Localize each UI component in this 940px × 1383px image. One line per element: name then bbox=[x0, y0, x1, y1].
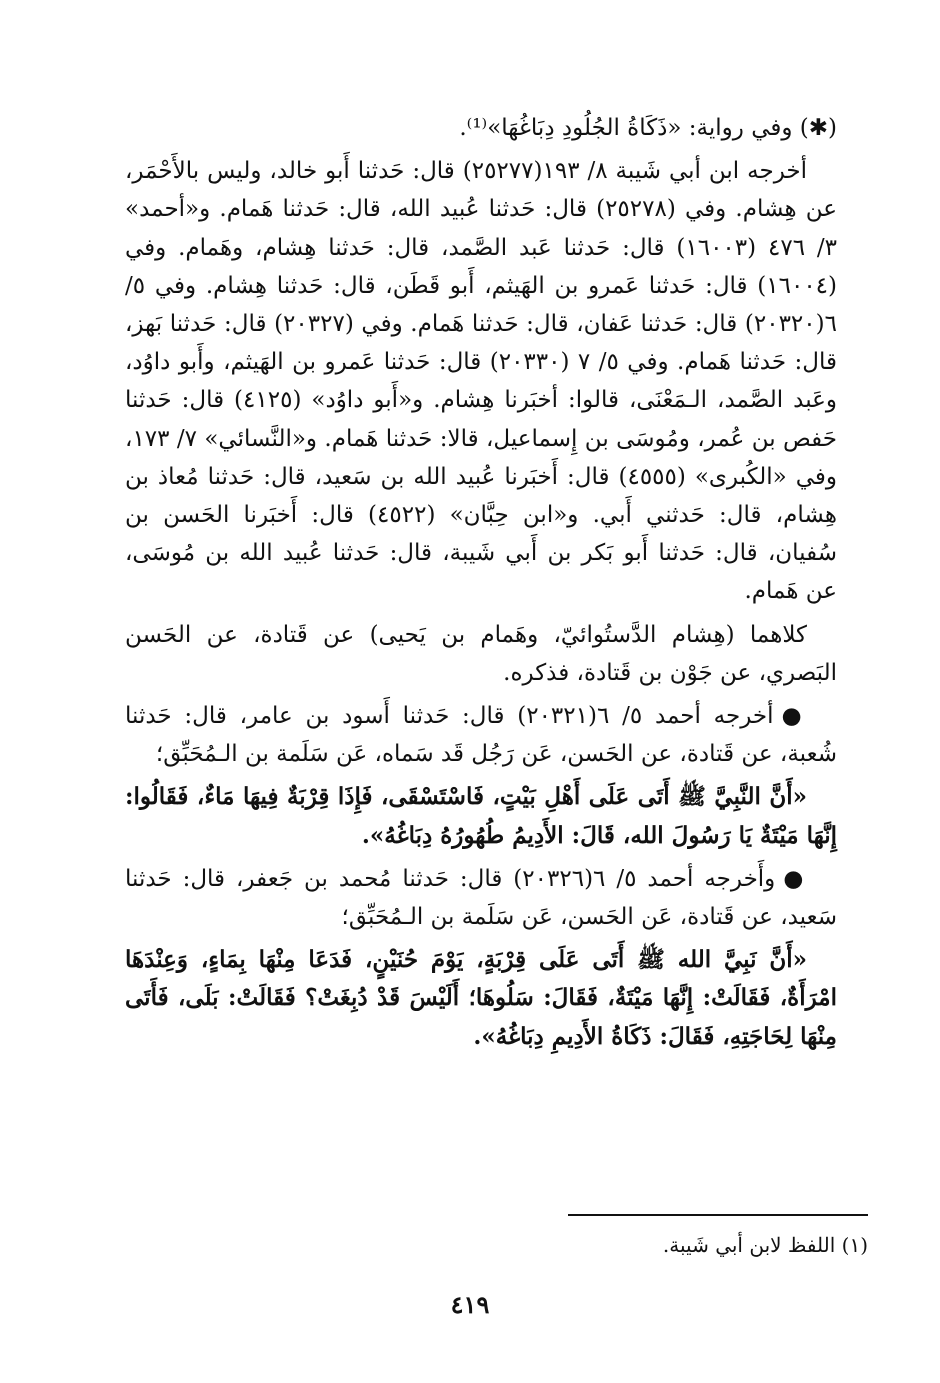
text-line: عن جَوْن بن قَتادة، فذكره. bbox=[503, 659, 752, 686]
bullet-paragraph-1 bbox=[125, 697, 837, 773]
text-line: فَقَالَ: ذَكَاةُ الأَدِيمِ دِبَاغُهُ». bbox=[473, 1022, 715, 1050]
text-line: حَدثنا عُبيد الله بن مُوسَى، عن هَمام. bbox=[125, 540, 837, 605]
text-line: حِبَّان» (٤٥٢٢) قال: أَخبَرنا الحَسن بن سُفيان، قال: حَدثنا أَبو بَكر بن أَبي شَيبة، قال: bbox=[125, 502, 838, 567]
isnad-summary-paragraph bbox=[125, 616, 837, 692]
footnote: (١) اللفظ لابن أبي شَيبة. bbox=[662, 1233, 868, 1257]
text-line: حَدثنا عَفان، قال: حَدثنا هَمام. وفي (٢٠٣٢٧) قال: حَدثنا بَهز، قال: حَدثنا هَمام. bbox=[125, 311, 837, 376]
text-line: «أَنَّ نَبِيَّ الله ﷺ أَتَى عَلَى قِرْبَةٍ، يَوْمَ حُنَيْنٍ، فَدَعَا مِنْهَا بِمَاءٍ، وَعِنْدَهَا امْرَأَةٌ، bbox=[125, 946, 837, 1012]
bullet-icon: ● bbox=[781, 702, 808, 730]
text-line: وفي ٥/ ٧ (٢٠٣٣٠) قال: حَدثنا عَمرو بن الهَيثم، وأَبو داوُد، وعَبد الصَّمد، bbox=[125, 349, 837, 414]
bullet-paragraph-2 bbox=[125, 860, 837, 936]
text-line: وأَخرجه أحمد ٥/ ٦(٢٠٣٢٦) قال: حَدثنا مُحمد بن جَعفر، قال: حَدثنا bbox=[125, 865, 776, 892]
text-line: إِنَّهَا مَيْتَةٌ يَا رَسُولَ الله، قَالَ: الأَدِيمُ طُهُورُهُ دِبَاغُهُ». bbox=[361, 821, 837, 849]
hadith-text-1 bbox=[125, 778, 837, 854]
text-line: فَقَالَتْ: إِنَّهَا مَيْتَةٌ، فَقَالَ: سَلُوهَا؛ أَلَيْسَ قَدْ دُبِغَتْ؟ فَقَالَتْ: بَلَى، فَأَتَى مِنْهَا لِحَاجَتِهِ، bbox=[125, 984, 837, 1050]
footnote-separator bbox=[568, 1214, 868, 1216]
text-line: حَدثنا عَمرو بن الهَيثم، أَبو قَطَن، قال: حَدثنا هِشام. وفي ٥/ ٦(٢٠٣٢٠) قال: bbox=[125, 272, 837, 338]
text-line: (١٦٠٠٣) قال: حَدثنا عَبد الصَّمد، قال: حَدثنا هِشام، وهَمام. وفي (١٦٠٠٤) قال: bbox=[125, 234, 838, 299]
text-line: أخرجه أحمد ٥/ ٦(٢٠٣٢١) قال: حَدثنا أَسود بن عامر، قال: حَدثنا bbox=[125, 703, 774, 730]
text-line: قال: أَخبَرنا عُبيد الله بن سَعيد، قال: حَدثنا مُعاذ بن هِشام، قال: حَدثني أَبي. و«ابن bbox=[125, 463, 837, 529]
text-line: الـمَعْنَى، قالوا: أخبَرنا هِشام. و«أَبو داوُد» (٤١٢٥) قال: حَدثنا حَفص بن عُمر، bbox=[125, 387, 838, 452]
page-number: ٤١٩ bbox=[450, 1290, 490, 1319]
text-line: سَعيد، عن قَتادة، عَن الحَسن، عَن سَلَمة بن الـمُحَبِّق؛ bbox=[341, 904, 837, 931]
alternate-narration-line: (✱) وفي رواية: «ذَكَاةُ الجُلُودِ دِبَاغُهَا»⁽¹⁾. bbox=[459, 115, 837, 141]
text-line: عن هِشام. وفي (٢٥٢٧٨) قال: حَدثنا عُبيد الله، قال: حَدثنا هَمام. و«أحمد» ٣/ ٤٧٦ bbox=[125, 196, 838, 261]
text-line: ومُوسَى بن إِسماعيل، قالا: حَدثنا هَمام. و«النَّسائي» ٧/ ١٧٣، وفي «الكُبرى» (٤٥٥٥) bbox=[125, 425, 838, 490]
hadith-text-2 bbox=[125, 941, 837, 1056]
bullet-icon: ● bbox=[783, 864, 807, 892]
main-text bbox=[125, 104, 837, 1056]
text-line: «أَنَّ النَّبِيَّ ﷺ أَتَى عَلَى أَهْلِ بَيْتٍ، فَاسْتَسْقَى، فَإِذَا قِرْبَةٌ فِيهَا مَاءٌ، فَقَالُوا: bbox=[125, 783, 807, 811]
text-line: أخرجه ابن أبي شَيبة ٨/ ١٩٣(٢٥٢٧٧) قال: حَدثنا أَبو خالد، وليس بالأَحْمَر، bbox=[125, 158, 807, 185]
text-line: شُعبة، عن قَتادة، عن الحَسن، عَن رَجُل قَد سَماه، عَن سَلَمة بن الـمُحَبِّق؛ bbox=[155, 741, 837, 768]
takhrij-paragraph bbox=[125, 152, 837, 610]
text-line: كلاهما (هِشام الدَّستُوائيّ، وهَمام بن يَحيى) عن قَتادة، عن الحَسن البَصري، bbox=[125, 621, 837, 686]
